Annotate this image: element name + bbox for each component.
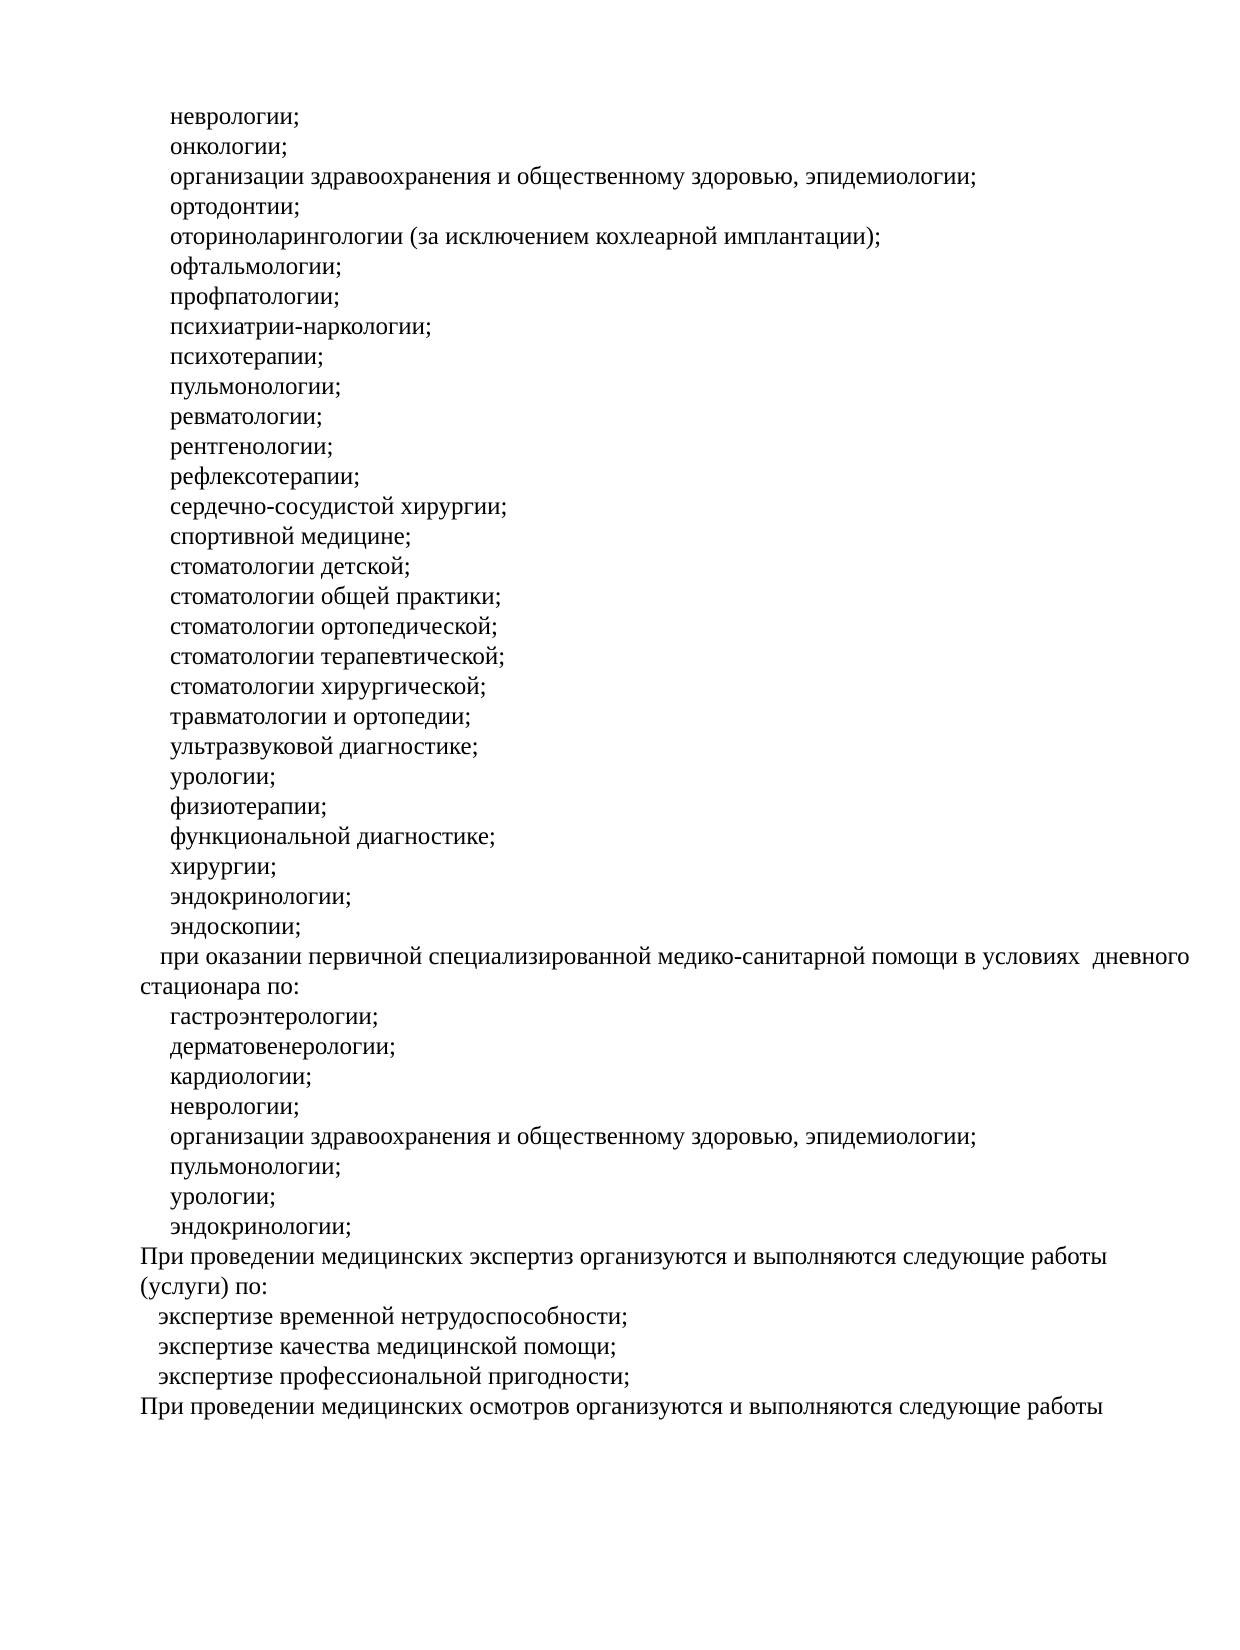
text-line: оториноларингологии (за исключением кохлеарной имплантации); <box>170 223 882 250</box>
text-line: ортодонтии; <box>170 193 301 220</box>
text-line: неврологии; <box>170 1093 300 1120</box>
text-line: неврологии; <box>170 103 300 130</box>
text-line: стоматологии терапевтической; <box>170 643 506 670</box>
text-line: физиотерапии; <box>170 793 328 820</box>
text-line: травматологии и ортопедии; <box>170 703 472 730</box>
text-line: экспертизе качества медицинской помощи; <box>158 1333 617 1360</box>
text-line: стоматологии детской; <box>170 553 411 580</box>
text-line: профпатологии; <box>170 283 341 310</box>
text-line: функциональной диагностике; <box>170 823 496 850</box>
text-line: рентгенологии; <box>170 433 334 460</box>
text-line: офтальмологии; <box>170 253 343 280</box>
text-line: пульмонологии; <box>170 373 342 400</box>
text-line: дерматовенерологии; <box>170 1033 396 1060</box>
text-line: стоматологии хирургической; <box>170 673 487 700</box>
text-line: ревматологии; <box>170 403 323 430</box>
text-line: экспертизе временной нетрудоспособности; <box>158 1303 629 1330</box>
text-line: гастроэнтерологии; <box>170 1003 379 1030</box>
document-text-block <box>140 102 1200 1422</box>
text-line: урологии; <box>170 763 277 790</box>
text-line: пульмонологии; <box>170 1153 342 1180</box>
text-line: При проведении медицинских осмотров организуются и выполняются следующие работы <box>140 1393 1104 1420</box>
text-line: эндокринологии; <box>170 1213 352 1240</box>
text-line: экспертизе профессиональной пригодности; <box>158 1363 631 1390</box>
text-line: стоматологии общей практики; <box>170 583 502 610</box>
text-line: онкологии; <box>170 133 288 160</box>
text-line: эндокринологии; <box>170 883 352 910</box>
text-line: при оказании первичной специализированной медико-санитарной помощи в условиях дневного <box>160 943 1190 970</box>
text-line: При проведении медицинских экспертиз организуются и выполняются следующие работы <box>140 1243 1108 1270</box>
text-line: психиатрии-наркологии; <box>170 313 432 340</box>
text-line: кардиологии; <box>170 1063 313 1090</box>
text-line: стационара по: <box>140 973 300 1000</box>
text-line: эндоскопии; <box>170 913 302 940</box>
text-line: урологии; <box>170 1183 277 1210</box>
text-line: организации здравоохранения и общественному здоровью, эпидемиологии; <box>170 1123 977 1150</box>
text-line: стоматологии ортопедической; <box>170 613 498 640</box>
text-line: хирургии; <box>170 853 278 880</box>
text-line: (услуги) по: <box>140 1273 268 1300</box>
text-line: сердечно-сосудистой хирургии; <box>170 493 508 520</box>
text-line: спортивной медицине; <box>170 523 412 550</box>
text-line: рефлексотерапии; <box>170 463 361 490</box>
text-line: психотерапии; <box>170 343 324 370</box>
text-line: организации здравоохранения и общественному здоровью, эпидемиологии; <box>170 163 977 190</box>
text-line: ультразвуковой диагностике; <box>170 733 479 760</box>
